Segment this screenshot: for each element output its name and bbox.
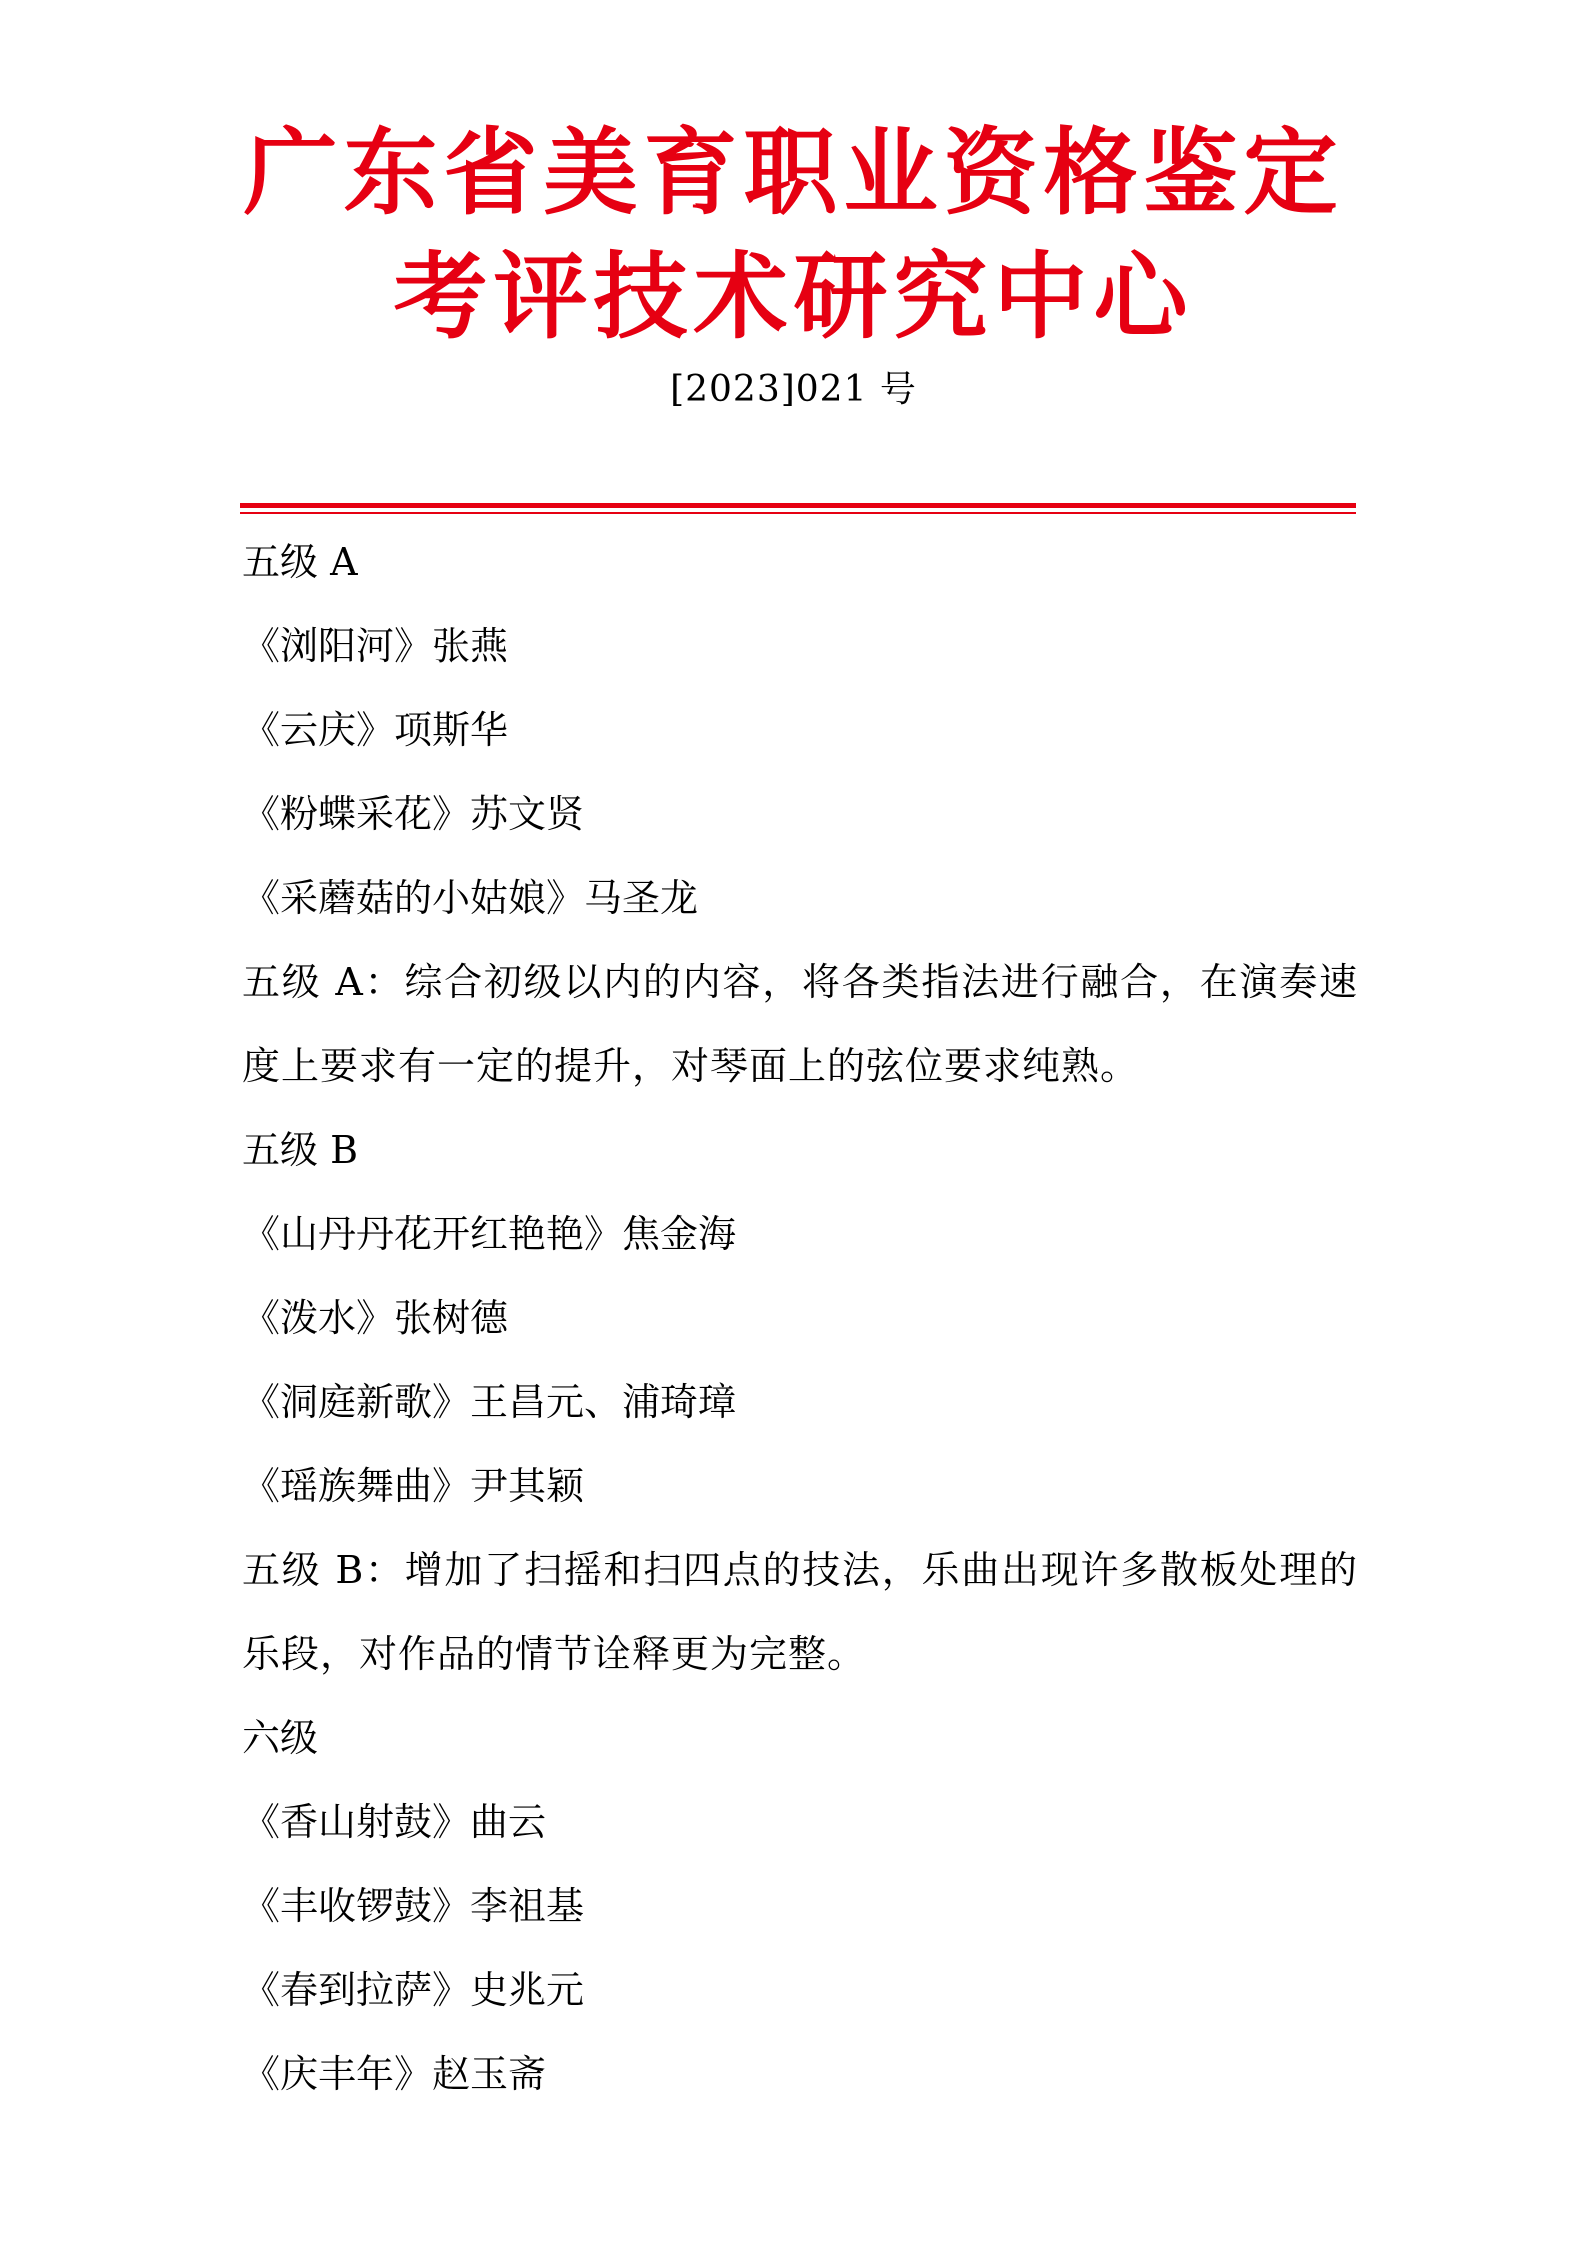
piece-item: 《采蘑菇的小姑娘》马圣龙	[242, 876, 699, 920]
red-divider-thick	[240, 503, 1356, 508]
title-line-1: 广东省美育职业资格鉴定	[243, 119, 1344, 228]
section-heading: 五级 A	[242, 540, 358, 584]
document-number: [2023]021 号	[670, 369, 917, 410]
section-heading: 五级 B	[242, 1128, 359, 1172]
piece-item: 《春到拉萨》史兆元	[242, 1968, 585, 2012]
piece-item: 《山丹丹花开红艳艳》焦金海	[242, 1212, 737, 1256]
piece-item: 《洞庭新歌》王昌元、浦琦璋	[242, 1380, 737, 1424]
document-body	[242, 520, 1358, 2116]
red-divider-thin	[240, 512, 1356, 514]
piece-item: 《云庆》项斯华	[242, 708, 509, 752]
section-heading: 六级	[242, 1716, 319, 1760]
piece-item: 《泼水》张树德	[242, 1296, 509, 1340]
piece-item: 《香山射鼓》曲云	[242, 1800, 547, 1844]
section-description: 五级 A：综合初级以内的内容，将各类指法进行融合，在演奏速度上要求有一定的提升，对琴面上的弦位要求纯熟。	[242, 960, 1358, 1088]
piece-item: 《浏阳河》张燕	[242, 624, 509, 668]
document-header	[0, 112, 1587, 414]
title-line-2: 考评技术研究中心	[393, 243, 1194, 352]
section-description: 五级 B：增加了扫摇和扫四点的技法，乐曲出现许多散板处理的乐段，对作品的情节诠释更为完整。	[242, 1548, 1358, 1676]
piece-item: 《庆丰年》赵玉斋	[242, 2052, 547, 2096]
piece-item: 《粉蝶采花》苏文贤	[242, 792, 585, 836]
piece-item: 《瑶族舞曲》尹其颖	[242, 1464, 585, 1508]
piece-item: 《丰收锣鼓》李祖基	[242, 1884, 585, 1928]
